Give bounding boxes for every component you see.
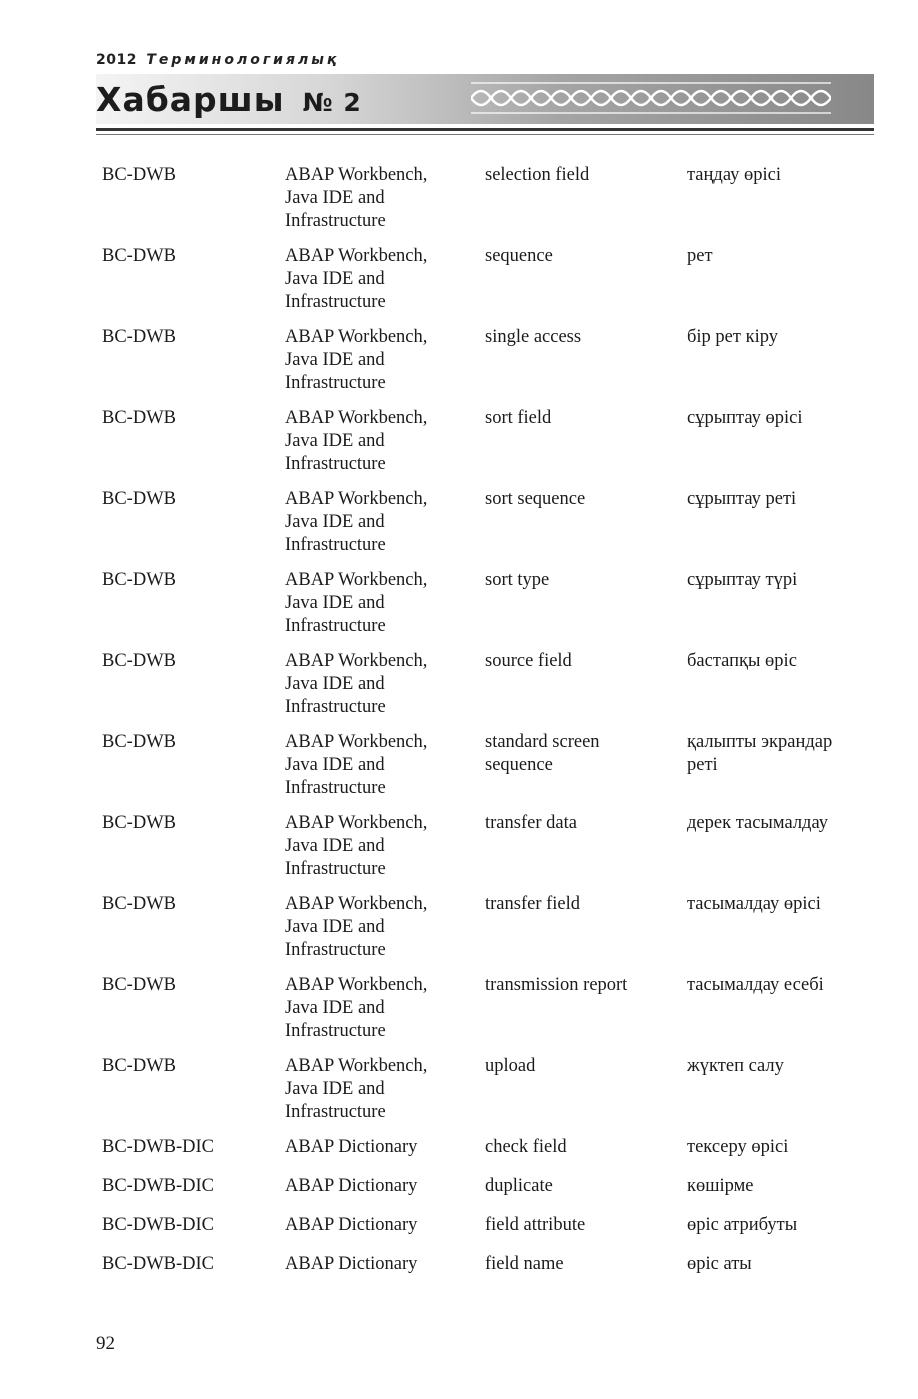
journal-title-text: Хабаршы <box>96 80 285 119</box>
cell-application-area-line: ABAP Workbench, <box>285 489 428 509</box>
journal-header <box>96 52 874 142</box>
cell-application-area-line: ABAP Workbench, <box>285 165 428 185</box>
cell-kazakh-term <box>687 974 824 997</box>
cell-component-code: BC-DWB <box>102 246 176 266</box>
cell-component-code: BC-DWB-DIC <box>102 1254 215 1274</box>
cell-kazakh-term-line: сұрыптау түрі <box>687 570 798 590</box>
cell-application-area <box>285 812 427 881</box>
cell-kazakh-term <box>687 1055 784 1078</box>
cell-application-area-line: Infrastructure <box>285 940 386 960</box>
header-band <box>96 74 874 124</box>
cell-application-area <box>285 164 427 233</box>
cell-kazakh-term <box>687 164 781 187</box>
cell-component-code: BC-DWB <box>102 651 176 671</box>
cell-kazakh-term-line: дерек тасымалдау <box>687 813 828 833</box>
cell-application-area-line: Infrastructure <box>285 616 386 636</box>
header-subtitle: Терминологиялық <box>146 52 340 68</box>
cell-english-term <box>485 1214 585 1237</box>
cell-english-term <box>485 164 589 187</box>
header-top-line <box>96 52 339 68</box>
cell-component-code: BC-DWB <box>102 975 176 995</box>
cell-application-area-line: ABAP Workbench, <box>285 651 428 671</box>
cell-kazakh-term <box>687 1175 754 1198</box>
ornament-pattern-icon <box>471 80 831 116</box>
cell-english-term <box>485 650 572 673</box>
cell-component-code: BC-DWB <box>102 408 176 428</box>
cell-kazakh-term-line: сұрыптау реті <box>687 489 797 509</box>
cell-application-area-line: ABAP Workbench, <box>285 894 428 914</box>
cell-kazakh-term-line: көшірме <box>687 1176 754 1196</box>
cell-kazakh-term <box>687 1214 797 1237</box>
cell-english-term <box>485 1253 564 1276</box>
cell-english-term <box>485 407 551 430</box>
cell-kazakh-term-line: өріс атрибуты <box>687 1215 798 1235</box>
cell-application-area-line: ABAP Workbench, <box>285 1056 428 1076</box>
table-row <box>102 569 882 638</box>
table-row <box>102 488 882 557</box>
cell-application-area-line: Java IDE and <box>285 836 385 856</box>
cell-english-term-line: source field <box>485 651 572 671</box>
cell-application-area-line: Infrastructure <box>285 778 386 798</box>
cell-english-term-line: check field <box>485 1137 567 1157</box>
cell-kazakh-term <box>687 1253 752 1276</box>
cell-application-area-line: ABAP Dictionary <box>285 1215 418 1235</box>
cell-english-term <box>485 326 581 349</box>
cell-english-term-line: standard screen <box>485 732 600 752</box>
cell-english-term <box>485 1175 553 1198</box>
cell-kazakh-term-line: тасымалдау есебі <box>687 975 824 995</box>
cell-application-area <box>285 1214 417 1237</box>
cell-component-code: BC-DWB-DIC <box>102 1176 215 1196</box>
cell-application-area <box>285 1055 427 1124</box>
page-number: 92 <box>96 1333 115 1354</box>
cell-application-area-line: ABAP Dictionary <box>285 1254 418 1274</box>
cell-kazakh-term <box>687 488 796 511</box>
issue-number: № 2 <box>302 88 362 117</box>
cell-kazakh-term-line: тексеру өрісі <box>687 1137 789 1157</box>
table-row <box>102 164 882 233</box>
cell-english-term-line: single access <box>485 327 582 347</box>
cell-kazakh-term-line: қалыпты экрандар <box>687 732 833 752</box>
cell-kazakh-term-line: бір рет кіру <box>687 327 778 347</box>
table-row <box>102 974 882 1043</box>
cell-application-area-line: ABAP Workbench, <box>285 408 428 428</box>
cell-english-term-line: sort type <box>485 570 550 590</box>
cell-component-code: BC-DWB <box>102 813 176 833</box>
cell-component-code: BC-DWB-DIC <box>102 1215 215 1235</box>
cell-application-area <box>285 245 427 314</box>
cell-application-area-line: ABAP Workbench, <box>285 327 428 347</box>
cell-application-area-line: Java IDE and <box>285 350 385 370</box>
cell-application-area <box>285 326 427 395</box>
cell-kazakh-term <box>687 893 821 916</box>
cell-kazakh-term <box>687 407 803 430</box>
cell-kazakh-term <box>687 1136 788 1159</box>
cell-english-term <box>485 812 577 835</box>
cell-application-area-line: Infrastructure <box>285 454 386 474</box>
cell-english-term-line: field name <box>485 1254 564 1274</box>
header-rule-thin <box>96 134 874 135</box>
cell-english-term <box>485 1136 567 1159</box>
cell-application-area-line: Java IDE and <box>285 188 385 208</box>
table-row <box>102 407 882 476</box>
cell-english-term-line: sequence <box>485 246 553 266</box>
cell-kazakh-term-line: реті <box>687 755 718 775</box>
cell-english-term-line: sort field <box>485 408 552 428</box>
cell-application-area <box>285 974 427 1043</box>
cell-application-area-line: Infrastructure <box>285 373 386 393</box>
cell-application-area-line: Java IDE and <box>285 431 385 451</box>
cell-english-term-line: field attribute <box>485 1215 586 1235</box>
cell-application-area-line: Java IDE and <box>285 593 385 613</box>
cell-application-area-line: Java IDE and <box>285 755 385 775</box>
cell-kazakh-term <box>687 326 778 349</box>
cell-application-area-line: Java IDE and <box>285 269 385 289</box>
cell-english-term-line: transmission report <box>485 975 628 995</box>
cell-application-area <box>285 569 427 638</box>
cell-application-area-line: ABAP Dictionary <box>285 1137 418 1157</box>
table-row <box>102 1136 882 1159</box>
cell-english-term-line: upload <box>485 1056 536 1076</box>
cell-application-area <box>285 488 427 557</box>
header-rule-thick <box>96 128 874 131</box>
cell-kazakh-term-line: сұрыптау өрісі <box>687 408 803 428</box>
cell-application-area-line: Infrastructure <box>285 535 386 555</box>
cell-english-term <box>485 245 553 268</box>
cell-application-area-line: Java IDE and <box>285 1079 385 1099</box>
cell-application-area-line: Infrastructure <box>285 1021 386 1041</box>
cell-english-term-line: sort sequence <box>485 489 586 509</box>
cell-application-area <box>285 731 427 800</box>
cell-kazakh-term <box>687 812 828 835</box>
cell-kazakh-term-line: таңдау өрісі <box>687 165 781 185</box>
cell-application-area <box>285 407 427 476</box>
cell-component-code: BC-DWB <box>102 894 176 914</box>
cell-application-area-line: ABAP Workbench, <box>285 732 428 752</box>
cell-application-area-line: Infrastructure <box>285 1102 386 1122</box>
cell-kazakh-term-line: бастапқы өріс <box>687 651 797 671</box>
cell-application-area-line: ABAP Workbench, <box>285 570 428 590</box>
cell-component-code: BC-DWB <box>102 327 176 347</box>
cell-component-code: BC-DWB <box>102 165 176 185</box>
cell-kazakh-term <box>687 650 797 673</box>
cell-english-term <box>485 974 627 997</box>
cell-application-area <box>285 1136 417 1159</box>
cell-application-area-line: ABAP Workbench, <box>285 246 428 266</box>
cell-english-term <box>485 731 600 777</box>
table-row <box>102 1175 882 1198</box>
cell-application-area <box>285 1253 417 1276</box>
glossary-table <box>102 164 882 1292</box>
cell-application-area-line: Java IDE and <box>285 917 385 937</box>
cell-application-area-line: Java IDE and <box>285 674 385 694</box>
cell-english-term-line: transfer field <box>485 894 581 914</box>
cell-kazakh-term <box>687 245 713 268</box>
cell-kazakh-term-line: жүктеп салу <box>687 1056 784 1076</box>
table-row <box>102 650 882 719</box>
table-row <box>102 1055 882 1124</box>
cell-application-area-line: Java IDE and <box>285 998 385 1018</box>
cell-component-code: BC-DWB-DIC <box>102 1137 215 1157</box>
cell-component-code: BC-DWB <box>102 489 176 509</box>
cell-component-code: BC-DWB <box>102 1056 176 1076</box>
cell-english-term-line: transfer data <box>485 813 577 833</box>
cell-english-term <box>485 1055 535 1078</box>
cell-application-area-line: Infrastructure <box>285 697 386 717</box>
cell-application-area-line: ABAP Workbench, <box>285 813 428 833</box>
cell-application-area-line: Infrastructure <box>285 859 386 879</box>
cell-application-area-line: Infrastructure <box>285 292 386 312</box>
cell-application-area-line: Infrastructure <box>285 211 386 231</box>
cell-english-term-line: selection field <box>485 165 590 185</box>
cell-component-code: BC-DWB <box>102 570 176 590</box>
cell-application-area-line: ABAP Workbench, <box>285 975 428 995</box>
journal-title <box>96 80 362 123</box>
table-row <box>102 893 882 962</box>
cell-english-term <box>485 893 580 916</box>
cell-kazakh-term-line: тасымалдау өрісі <box>687 894 821 914</box>
table-row <box>102 812 882 881</box>
cell-english-term-line: duplicate <box>485 1176 553 1196</box>
cell-english-term <box>485 488 585 511</box>
cell-kazakh-term-line: рет <box>687 246 713 266</box>
header-year: 2012 <box>96 52 137 68</box>
cell-application-area-line: Java IDE and <box>285 512 385 532</box>
cell-english-term-line: sequence <box>485 755 553 775</box>
cell-component-code: BC-DWB <box>102 732 176 752</box>
table-row <box>102 1253 882 1276</box>
table-row <box>102 245 882 314</box>
cell-application-area-line: ABAP Dictionary <box>285 1176 418 1196</box>
cell-application-area <box>285 893 427 962</box>
cell-application-area <box>285 1175 417 1198</box>
table-row <box>102 326 882 395</box>
cell-english-term <box>485 569 549 592</box>
cell-kazakh-term <box>687 731 832 777</box>
cell-kazakh-term <box>687 569 797 592</box>
cell-kazakh-term-line: өріс аты <box>687 1254 752 1274</box>
table-row <box>102 731 882 800</box>
table-row <box>102 1214 882 1237</box>
cell-application-area <box>285 650 427 719</box>
